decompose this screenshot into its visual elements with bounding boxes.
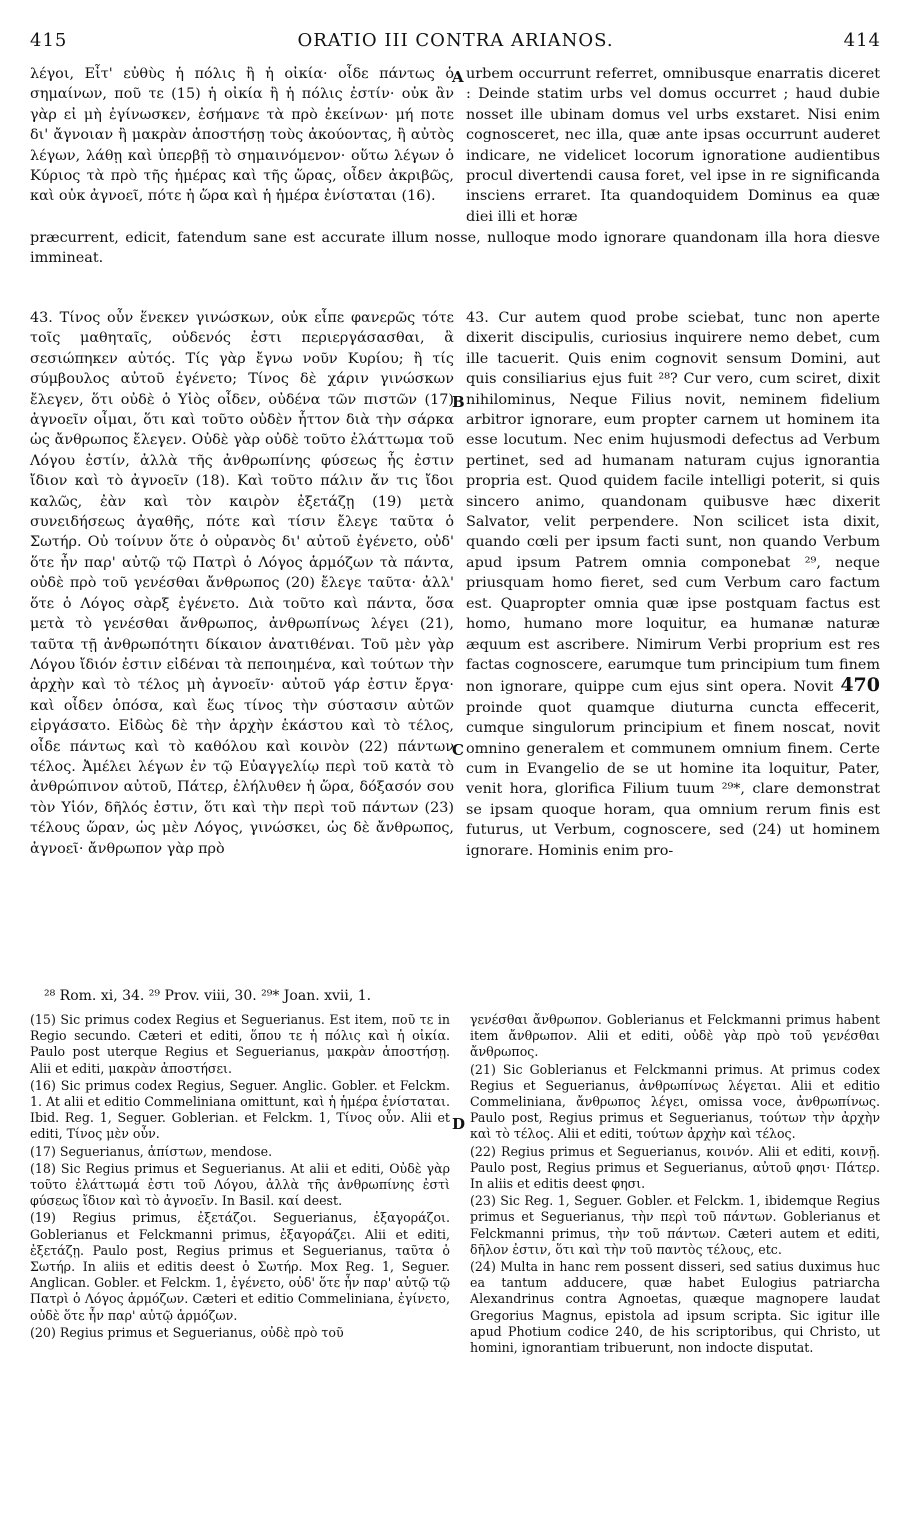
- footnote: (18) Sic Regius primus et Seguerianus. At alii et editi, Οὐδὲ γὰρ τοῦτο ἐλάττωμά ἐστι τοῦ Λόγου, ἀλλὰ τῆς ἀνθρωπίνης ἐστὶ φύσεως ἴδιον καὶ τὸ ἀγνοεῖν. In Basil. καί deest.: [30, 1160, 450, 1209]
- margin-letter-c: C: [452, 741, 464, 759]
- margin-letter-a: A: [452, 68, 464, 86]
- running-title: ORATIO III CONTRA ARIANOS.: [297, 30, 614, 51]
- page-header: [30, 30, 881, 54]
- latin-column-main: [466, 308, 880, 861]
- scripture-references: ²⁸ Rom. xi, 34. ²⁹ Prov. viii, 30. ²⁹* Joan. xvii, 1.: [44, 988, 372, 1004]
- footnote: (23) Sic Reg. 1, Seguer. Gobler. et Felckm. 1, ibidemque Regius primus et Seguerianus, τὴν περὶ τοῦ πάντων. Goblerianus et Felckmanni primus, τὴν τοῦ πάντων. Cæteri autem et editi, δῆλον ἐστιν, ὅτι καὶ τὴν τοῦ παντὸς τέλους, etc.: [470, 1193, 880, 1257]
- page-number-left: 415: [30, 30, 68, 51]
- greek-column-top: [30, 64, 454, 207]
- footnotes-right: [470, 1012, 880, 1357]
- footnote: (24) Multa in hanc rem possent disseri, sed satius duximus huc ea tantum adducere, quæ habet Eulogius patriarcha Alexandrinus contra Agnoetas, quæque magnopere laudat Gregorius Magnus, epistola ad ipsum scripta. Sic igitur ille apud Photium codice 240, de his scriptoribus, qui Christo, ut homini, ignorantiam tribuerunt, non indocte disputat.: [470, 1259, 880, 1356]
- footnote: (15) Sic primus codex Regius et Seguerianus. Est item, ποῦ τε in Regio secundo. Cæteri et editi, ὅπου τε ἡ πόλις καὶ ἡ οἰκία. Paulo post uterque Regius et Seguerianus, μακρὰν ἀποστήσῃ. Alii et editi, μακρὰν ἀποστήσει.: [30, 1012, 450, 1076]
- latin-bridge-text: præcurrent, edicit, fatendum sane est accurate illum nosse, nulloque modo ignorare quandonam illa hora diesve immineat.: [30, 230, 880, 267]
- greek-text-top: λέγοι, Εἶτ' εὐθὺς ἡ πόλις ἢ ἡ οἰκία· οἶδε πάντως ὁ σημαίνων, ποῦ τε (15) ἡ οἰκία ἢ ἡ πόλις ἐστίν· οὐκ ἂν γὰρ εἰ μὴ ἐγίνωσκεν, ἐσήμανε τὰ πρὸ ἐκείνων· μή ποτε δι' ἄγνοιαν ἢ μακρὰν ἀποστήσῃ τοὺς ἀκούοντας, ἢ αὐτὸς λέγων, λάθῃ καὶ ὑπερβῇ τὸ σημαινόμενον· οὕτω λέγων ὁ Κύριος τὰ πρὸ τῆς ἡμέρας καὶ τῆς ὥρας, οἶδεν ἀκριβῶς, καὶ οὐκ ἀγνοεῖ, πότε ἡ ὥρα καὶ ἡ ἡμέρα ἐνίσταται (16).: [30, 66, 454, 205]
- footnote: (19) Regius primus, ἐξετάζοι. Seguerianus, ἐξαγοράζοι. Goblerianus et Felckmanni primus, ἐξαγοράζει. Alii et editi, ἐξετάζῃ. Paulo post, Regius primus et Seguerianus, ταῦτα ὁ Σωτήρ. In aliis et editis deest ὁ Σωτήρ. Mox Reg. 1, Seguer. Anglican. Gobler. et Felckm. 1, ἐγένετο, οὐδ' ὅτε ἦν παρ' αὐτῷ τῷ Πατρὶ ὁ Λόγος ἁρμόζων. Cæteri et editio Commeliniana, ἐγίνετο, οὐδὲ ὅτε ἦν παρ' αὐτῷ ἁρμόζων.: [30, 1210, 450, 1323]
- footnote: (21) Sic Goblerianus et Felckmanni primus. At primus codex Regius et Seguerianus, ἀνθρωπίνως λέγεται. Alii et editio Commeliniana, ἄνθρωπος λέγει, omissa voce, ἀνθρωπίνως. Paulo post, Regius primus et Seguerianus, τούτων τὴν ἀρχὴν καὶ τὸ τέλος. Alii et editi, τούτων ἀρχὴν καὶ τέλος.: [470, 1061, 880, 1142]
- page-number-right: 414: [843, 30, 881, 51]
- greek-text-main: 43. Τίνος οὖν ἕνεκεν γινώσκων, οὐκ εἶπε φανερῶς τότε τοῖς μαθηταῖς, οὐδενός ἐστι περιεργάσασθαι, ἃ σεσιώπηκεν αὐτός. Τίς γὰρ ἔγνω νοῦν Κυρίου; ἢ τίς σύμβουλος αὐτοῦ ἐγένετο; Τίνος δὲ χάριν γινώσκων ἔλεγεν, ὅτι οὐδὲ ὁ Υἱὸς οἶδεν, οὐδένα τῶν πιστῶν (17) ἀγνοεῖν οἶμαι, ὅτι καὶ τοῦτο οὐδὲν ἧττον διὰ τὴν σάρκα ὡς ἄνθρωπος ἔλεγεν. Οὐδὲ γὰρ οὐδὲ τοῦτο ἐλάττωμα τοῦ Λόγου ἐστίν, ἀλλὰ τῆς ἀνθρωπίνης φύσεως ἧς ἐστιν ἴδιον καὶ τὸ ἀγνοεῖν (18). Καὶ τοῦτο πάλιν ἄν τις ἴδοι καλῶς, ἐὰν καὶ τὸν καιρὸν ἐξετάζῃ (19) μετὰ συνειδήσεως ἀγαθῆς, πότε καὶ τίσιν ἔλεγε ταῦτα ὁ Σωτήρ. Οὐ τοίνυν ὅτε ὁ οὐρανὸς δι' αὐτοῦ ἐγένετο, οὐδ' ὅτε ἦν παρ' αὐτῷ τῷ Πατρὶ ὁ Λόγος ἁρμόζων τὰ πάντα, οὐδὲ πρὸ τοῦ γενέσθαι ἄνθρωπος (20) ἔλεγε ταῦτα· ἀλλ' ὅτε ὁ Λόγος σὰρξ ἐγένετο. Διὰ τοῦτο καὶ πάντα, ὅσα μετὰ τὸ γενέσθαι ἄνθρωπος, ἀνθρωπίνως λέγει (21), ταῦτα τῇ ἀνθρωπότητι δίκαιον ἀνατιθέναι. Τοῦ μὲν γὰρ Λόγου ἴδιόν ἐστιν εἰδέναι τὰ πεποιημένα, καὶ τούτων τὴν ἀρχὴν καὶ τὸ τέλος μὴ ἀγνοεῖν· αὐτοῦ γάρ ἐστιν ἔργα· καὶ οἶδεν ὁπόσα, καὶ ἕως τίνος τὴν σύστασιν αὐτῶν εἰργάσατο. Εἰδὼς δὲ τὴν ἀρχὴν ἑκάστου καὶ τὸ τέλος, οἶδε πάντως καὶ τὸ καθόλου καὶ κοινὸν (22) πάντων τέλος. Ἀμέλει λέγων ἐν τῷ Εὐαγγελίῳ περὶ τοῦ κατὰ τὸ ἀνθρώπινον αὐτοῦ, Πάτερ, ἐλήλυθεν ἡ ὥρα, δόξασόν σου τὸν Υἱόν, δῆλός ἐστιν, ὅτι καὶ τὴν περὶ τοῦ πάντων (23) τέλους ὥραν, ὡς μὲν Λόγος, γινώσκει, ὡς δὲ ἄνθρωπος, ἀγνοεῖ· ἄνθρωπον γὰρ πρὸ: [30, 310, 454, 857]
- footnote: (20) Regius primus et Seguerianus, οὐδὲ πρὸ τοῦ: [30, 1324, 344, 1340]
- greek-column-main: [30, 308, 454, 859]
- latin-text-top: urbem occurrunt referret, omnibusque enarratis diceret : Deinde statim urbs vel domus occurret ; haud dubie nosset ille ubinam domus vel urbs exstaret. Nisi enim cognosceret, nec illa, quæ ante ipsas occurrunt auderet indicare, ne videlicet locorum ignoratione audientibus procul divertendi causa foret, vel ipse in re significanda insciens erraret. Ita quandoquidem Dominus ea quæ diei illi et horæ: [466, 66, 880, 225]
- column-number: 470: [840, 674, 880, 697]
- margin-letter-d: D: [452, 1115, 466, 1133]
- latin-column-top: [466, 64, 880, 227]
- margin-letter-b: B: [452, 393, 465, 411]
- latin-text-main-b: proinde quot quamque diuturna cuncta effecerit, cumque singulorum principium et finem noscat, novit omnino generalem et communem omnium finem. Certe cum in Evangelio de se ut homine ita loquitur, Pater, venit hora, glorifica Filium tuum ²⁹*, clare demonstrat se ipsam quoque horam, qua omnium rerum finis est futurus, ut Verbum, cognoscere, sed (24) ut hominem ignorare. Hominis enim pro-: [466, 699, 880, 859]
- footnote: (16) Sic primus codex Regius, Seguer. Anglic. Gobler. et Felckm. 1. At alii et editio Commeliniana omittunt, καὶ ἡ ἡμέρα ἐνίσταται. Ibid. Reg. 1, Seguer. Goblerian. et Felckm. 1, Τίνος οὖν. Alii et editi, Τίνος μὲν οὖν.: [30, 1077, 450, 1142]
- latin-text-main: [466, 308, 880, 861]
- footnote: γενέσθαι ἄνθρωπον. Goblerianus et Felckmanni primus habent item ἄνθρωπον. Alii et editi, οὐδὲ γὰρ πρὸ τοῦ γενέσθαι ἄνθρωπος.: [470, 1012, 880, 1060]
- latin-bridge-line: [30, 228, 880, 269]
- footnotes-left: [30, 1012, 450, 1342]
- footnote: (22) Regius primus et Seguerianus, κοινόν. Alii et editi, κοινῇ. Paulo post, Regius primus et Seguerianus, αὐτοῦ φησι· Πάτερ. In aliis et editis deest φησι.: [470, 1143, 880, 1192]
- latin-text-main-a: 43. Cur autem quod probe sciebat, tunc non aperte dixerit discipulis, curiosius inquirere nemo debet, cum ille tacuerit. Quis enim cognovit sensum Domini, aut quis consiliarius ejus fuit ²⁸? Cur vero, cum sciret, dixit nihilominus, Neque Filius novit, neminem fidelium arbitror ignorare, eum propter carnem ut hominem ita esse locutum. Nec enim hujusmodi defectus ad Verbum pertinet, sed ad humanam naturam cujus ignorantia propria est. Quod quidem facile intelligi poterit, si quis sincero animo, quandonam quibusve hæc dixerit Salvator, velit perpendere. Non scilicet ista dixit, quando cœli per ipsum facti sunt, non quando Verbum apud ipsum Patrem omnia componebat ²⁹, neque priusquam homo fieret, sed cum Verbum caro factum est. Quapropter omnia quæ ipse postquam factus est homo, humano more loquitur, ea humanæ naturæ æquum est ascribere. Nimirum Verbi proprium est res factas cognoscere, earumque tum principium tum finem non ignorare, quippe cum ejus sint opera. Novit: [466, 310, 880, 696]
- footnote: (17) Seguerianus, ἀπίστων, mendose.: [30, 1143, 273, 1159]
